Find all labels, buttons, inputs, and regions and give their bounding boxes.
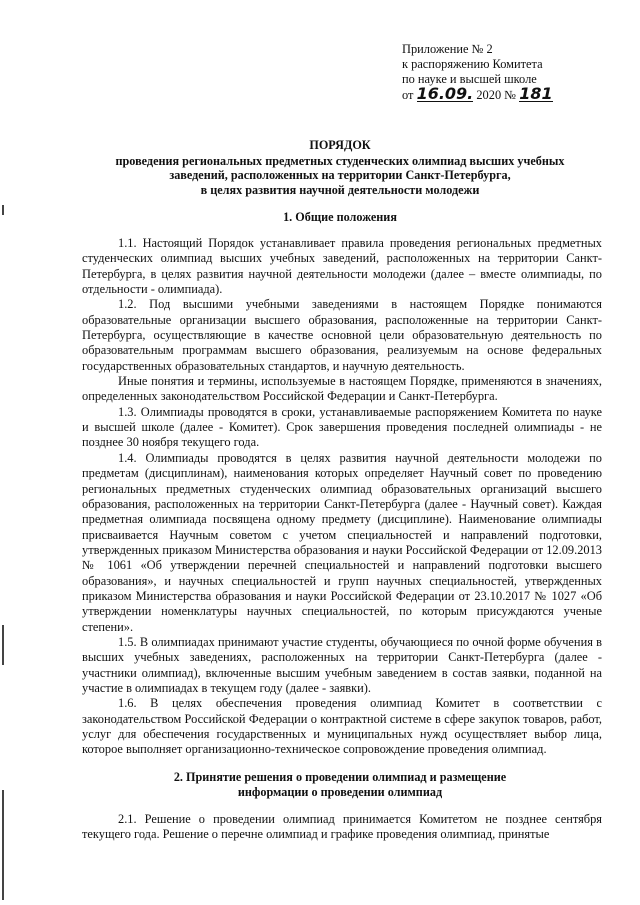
paragraph: 1.2. Под высшими учебными заведениями в настоящем Порядке понимаются образовательные организации высшего образования, расположенные на территории Санкт-Петербурга, осуществляющие в качестве основной цели образовательную деятельность по образовательным программам высшего образования, реализуемым на основе федеральных государственных образовательных стандартов, и научную деятельность.	[82, 297, 602, 373]
title-line: в целях развития научной деятельности молодежи	[200, 182, 480, 197]
section-body	[82, 812, 602, 843]
paragraph: 1.3. Олимпиады проводятся в сроки, устанавливаемые распоряжением Комитета по науке и высшей школе (далее - Комитет). Срок завершения проведения последней олимпиады - не позднее 30 ноября текущего года.	[82, 404, 602, 450]
appendix-date-line	[402, 84, 553, 103]
number-prefix: №	[504, 88, 517, 102]
scan-margin-mark	[2, 205, 4, 215]
paragraph: 1.4. Олимпиады проводятся в целях развития научной деятельности молодежи по предметам (дисциплинам), наименования которых определяет Научный совет по проведению региональных предметных студенческих олимпиад образовательных организаций высшего образования, расположенных на территории Санкт-Петербурга (далее - Научный совет). Каждая предметная олимпиада посвящена одному предмету (дисциплине). Наименование олимпиады присваивается Научным советом с учетом специальностей и направлений подготовки, утвержденных приказом Министерства образования и науки Российской Федерации от 12.09.2013 № 1061 «Об утверждении перечней специальностей и направлений подготовки высшего образования», и научных специальностей и групп научных специальностей, утвержденных приказом Министерства образования и науки Российской Федерации от 23.10.2017 № 1027 «Об утверждении номенклатуры научных специальностей, по которым присуждаются ученые степени».	[82, 450, 602, 634]
paragraph: 2.1. Решение о проведении олимпиад принимается Комитетом не позднее сентября текущего года. Решение о перечне олимпиад и графике проведения олимпиад, принятые	[82, 812, 602, 842]
title-line: заведений, расположенных на территории Санкт-Петербурга,	[169, 168, 511, 183]
title-main: ПОРЯДОК	[309, 138, 371, 152]
document-title	[90, 138, 590, 197]
handwritten-date: 16.09.	[416, 84, 474, 103]
section-heading	[80, 770, 600, 799]
section-body	[82, 236, 602, 758]
handwritten-number: 181	[519, 84, 553, 103]
scan-margin-mark	[2, 625, 4, 665]
section-heading-line: 2. Принятие решения о проведении олимпиад и размещение	[173, 770, 507, 784]
appendix-line: Приложение № 2	[402, 42, 493, 56]
appendix-line: по науке и высшей школе	[402, 72, 537, 86]
title-line: проведения региональных предметных студенческих олимпиад высших учебных	[115, 154, 565, 169]
paragraph: 1.1. Настоящий Порядок устанавливает правила проведения региональных предметных студенческих олимпиад высших учебных заведений, расположенных на территории Санкт-Петербурга, в целях развития научной деятельности молодежи (далее – вместе олимпиады, по отдельности - олимпиада).	[82, 236, 602, 297]
appendix-line: к распоряжению Комитета	[402, 57, 543, 71]
paragraph: 1.5. В олимпиадах принимают участие студенты, обучающиеся по очной форме обучения в высших учебных заведениях, расположенных на территории Санкт-Петербурга (далее - участники олимпиад), включенные высшим учебным заведением в состав заявки, поданной на участие в олимпиадах в текущем году (далее - заявки).	[82, 634, 602, 695]
paragraph: Иные понятия и термины, используемые в настоящем Порядке, применяются в значениях, определенных законодательством Российской Федерации и Санкт-Петербурга.	[82, 374, 602, 404]
scan-margin-mark	[2, 790, 4, 900]
year: 2020	[476, 88, 502, 102]
section-heading: 1. Общие положения	[283, 210, 397, 224]
paragraph: 1.6. В целях обеспечения проведения олимпиад Комитет в соответствии с законодательством Российской Федерации о контрактной системе в сфере закупок товаров, работ, услуг для обеспечения государственных и муниципальных нужд осуществляет выбор лица, которое выполняет организационно-техническое сопровождение проведения олимпиад.	[82, 696, 602, 757]
section-heading-line: информации о проведении олимпиад	[237, 784, 443, 799]
appendix-block	[402, 42, 553, 103]
date-prefix: от	[402, 88, 414, 102]
